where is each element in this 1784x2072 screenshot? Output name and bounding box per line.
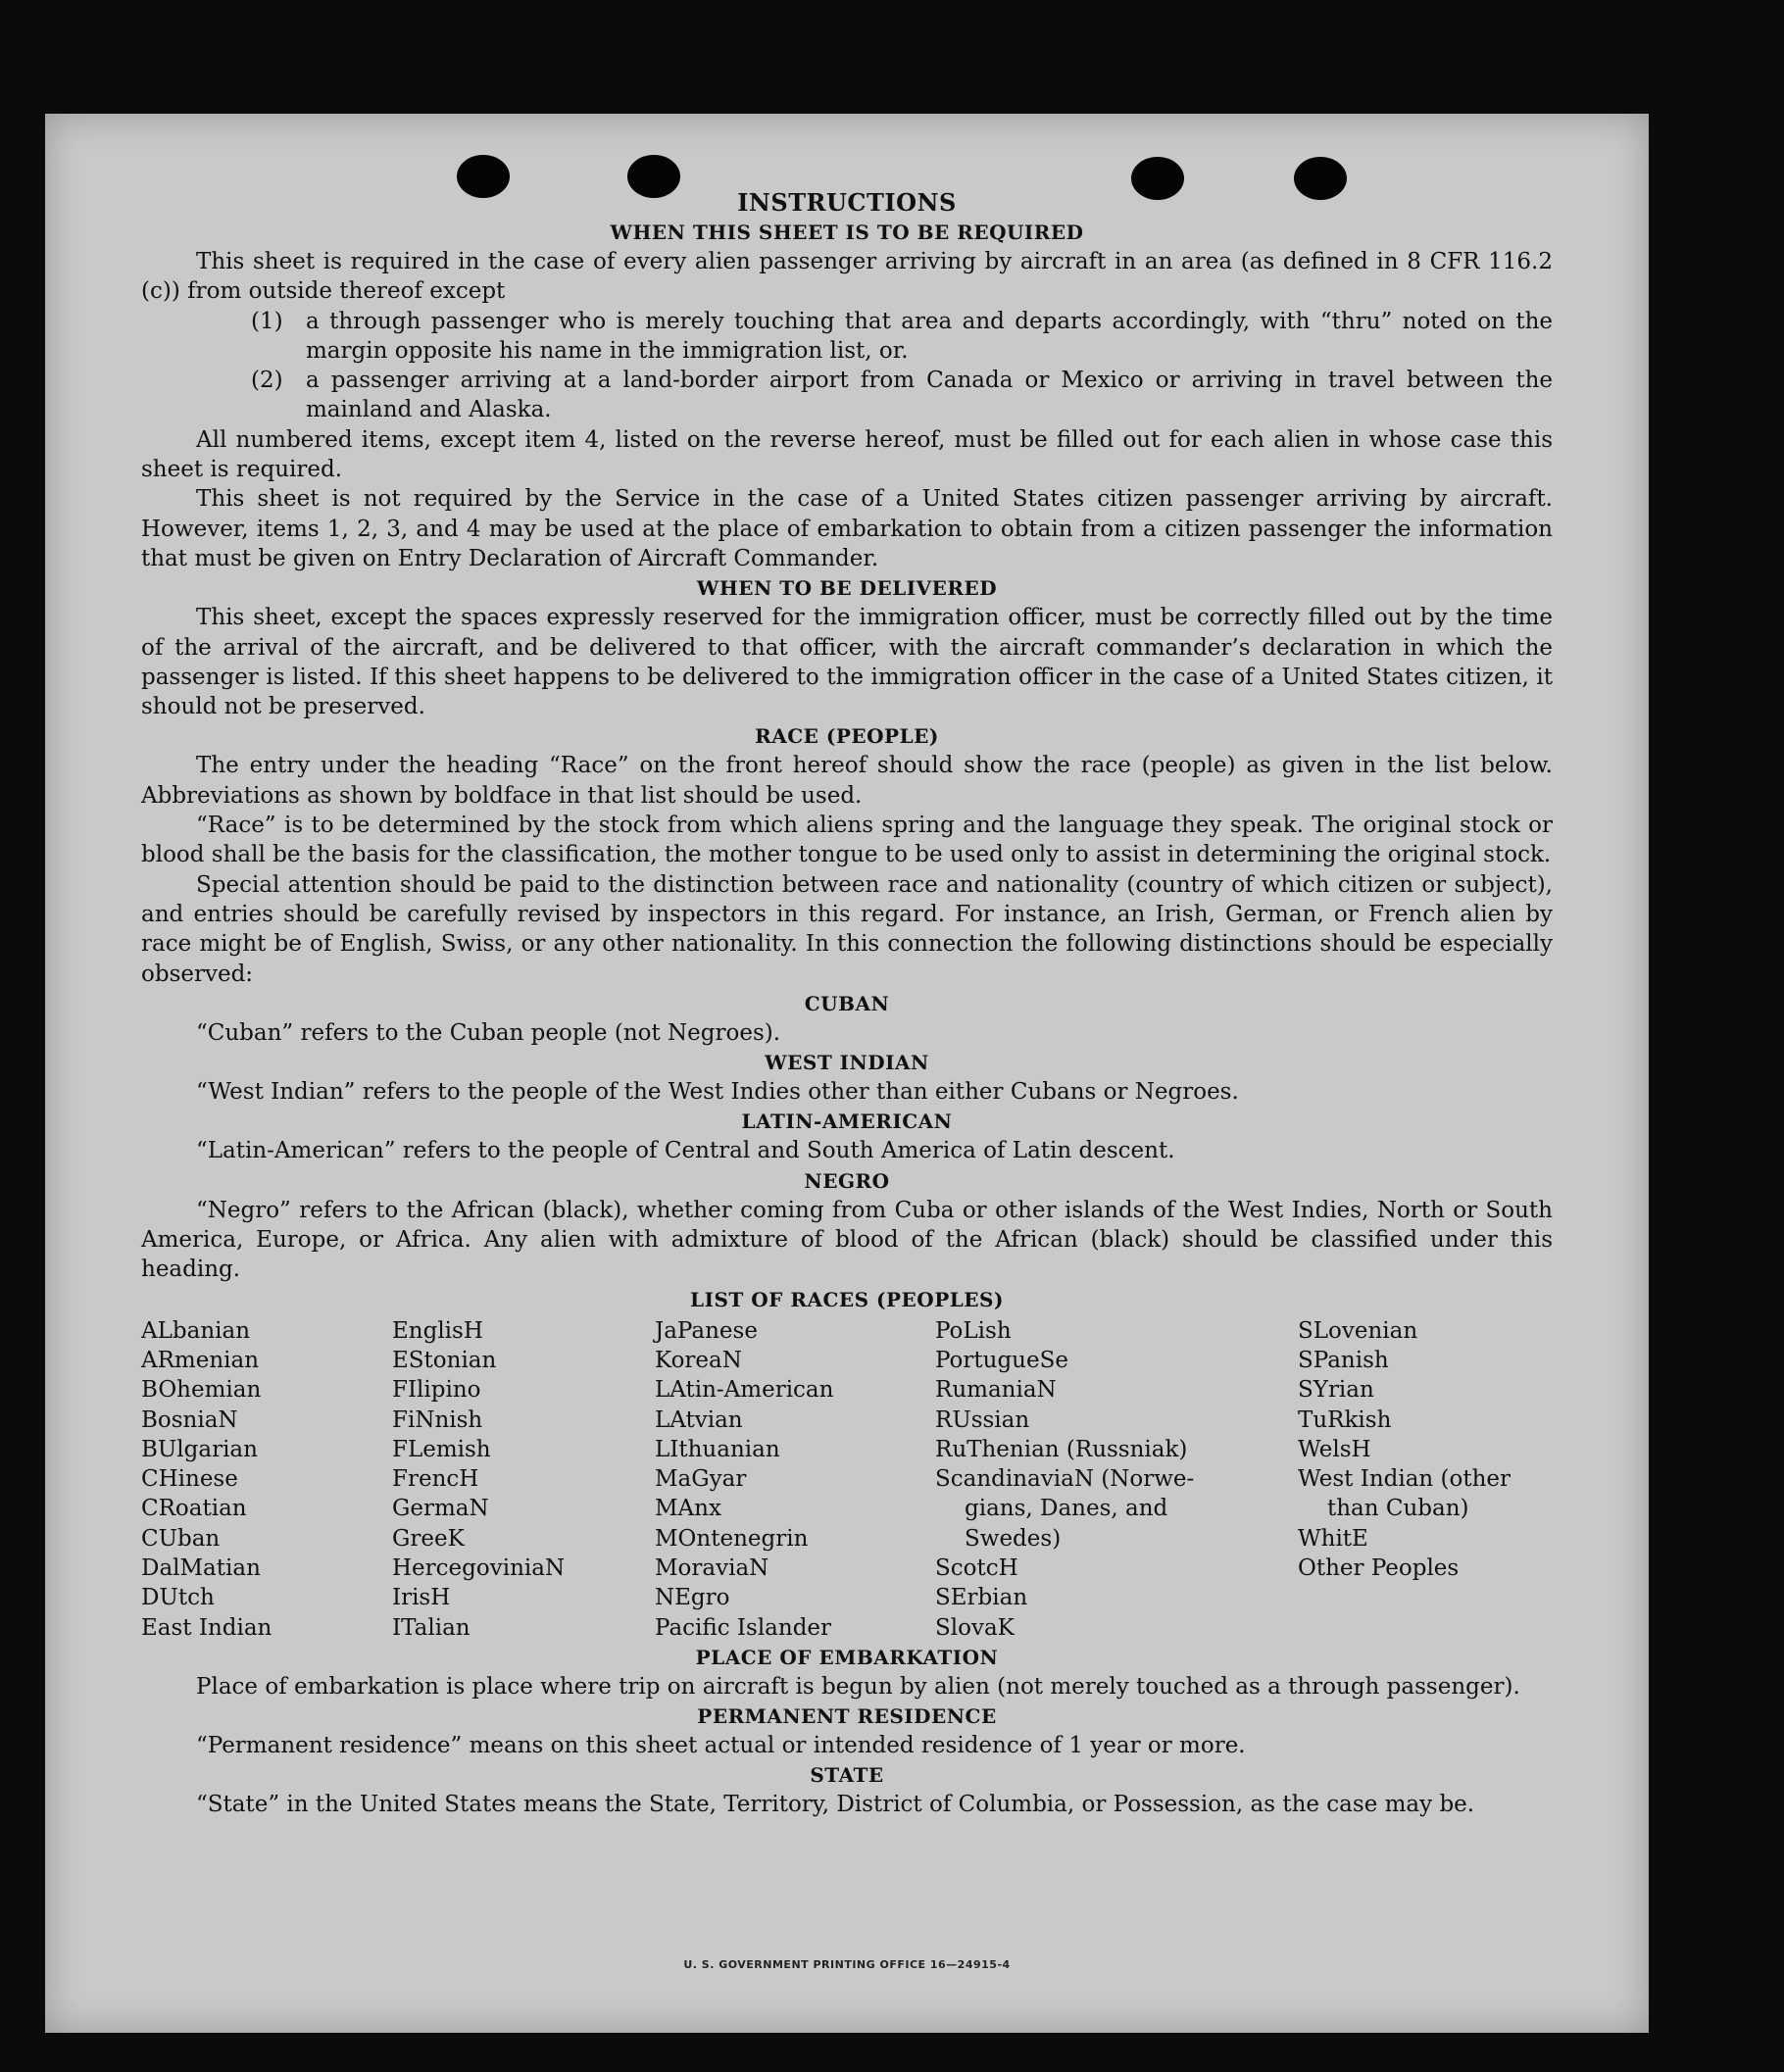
race-item: FIlipino [392, 1377, 481, 1404]
paragraph: “West Indian” refers to the people of the West Indies other than either Cubans or Negroes. [196, 1079, 1239, 1106]
race-item: Pacific Islander [655, 1614, 832, 1641]
section-heading-list-of-races: LIST OF RACES (PEOPLES) [690, 1287, 1004, 1311]
race-item-continued: than Cuban) [1327, 1496, 1469, 1522]
race-item: RuThenian (Russniak) [935, 1436, 1188, 1462]
race-item: GreeK [392, 1525, 465, 1552]
race-item: HercegoviniaN [392, 1554, 566, 1581]
race-item: CUban [141, 1525, 221, 1552]
race-item: GermaN [392, 1496, 489, 1522]
race-item: MoraviaN [655, 1554, 769, 1581]
race-item: RumaniaN [935, 1377, 1057, 1404]
race-item: LAtvian [655, 1406, 743, 1433]
race-item: WelsH [1298, 1436, 1371, 1462]
paragraph: The entry under the heading “Race” on the front hereof should show the race (people) as given in the list below. Abbreviations as shown by boldface in that list should be used. [141, 753, 1553, 809]
race-item: TuRkish [1298, 1406, 1392, 1433]
race-item: EnglisH [392, 1317, 483, 1344]
race-item: RUssian [935, 1406, 1030, 1433]
race-item: CHinese [141, 1466, 238, 1493]
item-text: a passenger arriving at a land-border airport from Canada or Mexico or arriving in travel between the mainland and Alaska. [306, 368, 1553, 423]
race-item: ALbanian [141, 1317, 251, 1344]
race-item: IrisH [392, 1585, 451, 1611]
race-item: SErbian [935, 1585, 1028, 1611]
paragraph: “Cuban” refers to the Cuban people (not Negroes). [196, 1019, 781, 1046]
race-item: ScotcH [935, 1554, 1018, 1581]
document-title: INSTRUCTIONS [737, 188, 957, 217]
instructions-content [141, 188, 1553, 1820]
race-item: SlovaK [935, 1614, 1015, 1641]
race-item: DUtch [141, 1585, 215, 1611]
race-item: Other Peoples [1298, 1554, 1460, 1581]
paragraph: Special attention should be paid to the distinction between race and nationality (country of which citizen or subject), and entries should be carefully revised by inspectors in this regard. For instance, an Irish, German, or French alien by race might be of English, Swiss, or any other nationality. In this connection the following distinctions should be especially observed: [141, 871, 1553, 987]
section-heading-when-required: WHEN THIS SHEET IS TO BE REQUIRED [610, 221, 1084, 244]
race-item: SLovenian [1298, 1317, 1418, 1344]
paragraph: Place of embarkation is place where trip on aircraft is begun by alien (not merely touched as a through passenger). [196, 1673, 1520, 1700]
paragraph: This sheet is not required by the Service in the case of a United States citizen passenger arriving by aircraft. However, items 1, 2, 3, and 4 may be used at the place of embarkation to obtain from a citizen passenger the information that must be given on Entry Declaration of Aircraft Commander. [141, 486, 1553, 571]
paragraph: This sheet, except the spaces expressly reserved for the immigration officer, must be correctly filled out by the time of the arrival of the aircraft, and be delivered to that officer, with the aircraft commander’s declaration in which the passenger is listed. If this sheet happens to be delivered to the immigration officer in the case of a United States citizen, it should not be preserved. [141, 605, 1553, 720]
races-column [1298, 1316, 1553, 1643]
race-item: ITalian [392, 1614, 471, 1641]
race-item: EStonian [392, 1347, 497, 1373]
list-item [141, 307, 1553, 367]
item-number: (2) [251, 368, 283, 394]
race-item: MaGyar [655, 1466, 747, 1493]
race-item: LIthuanian [655, 1436, 780, 1462]
race-item: FiNnish [392, 1406, 483, 1433]
document-sheet [45, 114, 1649, 2033]
race-item: East Indian [141, 1614, 273, 1641]
section-heading-when-delivered: WHEN TO BE DELIVERED [696, 576, 998, 601]
race-item: ARmenian [141, 1347, 260, 1373]
races-column [392, 1316, 655, 1643]
paragraph: “Negro” refers to the African (black), whether coming from Cuba or other islands of the West Indies, North or South America, Europe, or Africa. Any alien with admixture of blood of the African (black) should be classified under this heading. [141, 1197, 1553, 1283]
race-item: SPanish [1298, 1347, 1389, 1373]
race-item: CRoatian [141, 1496, 247, 1522]
list-item [141, 366, 1553, 425]
race-item: JaPanese [655, 1317, 758, 1344]
race-item: PortugueSe [935, 1347, 1068, 1373]
race-item: PoLish [935, 1317, 1012, 1344]
race-item: NEgro [655, 1585, 730, 1611]
race-item: West Indian (other [1298, 1466, 1511, 1493]
race-item: SYrian [1298, 1377, 1374, 1404]
section-heading-residence: PERMANENT RESIDENCE [697, 1704, 997, 1729]
race-item: FLemish [392, 1436, 491, 1462]
paragraph: “Permanent residence” means on this sheet actual or intended residence of 1 year or more. [196, 1733, 1246, 1759]
race-item: BOhemian [141, 1377, 262, 1404]
section-heading-state: STATE [810, 1763, 884, 1788]
race-item: FrencH [392, 1466, 479, 1493]
race-item: BosniaN [141, 1406, 238, 1433]
races-column [935, 1316, 1298, 1643]
race-item: KoreaN [655, 1347, 742, 1373]
race-item: LAtin-American [655, 1377, 834, 1404]
race-item-continued: gians, Danes, and [965, 1496, 1168, 1522]
section-heading-west-indian: WEST INDIAN [765, 1051, 929, 1075]
race-item: BUlgarian [141, 1436, 258, 1462]
race-item: WhitE [1298, 1525, 1368, 1552]
item-text: a through passenger who is merely touching that area and departs accordingly, with “thru” noted on the margin opposite his name in the immigration list, or. [306, 308, 1553, 364]
race-item-continued: Swedes) [965, 1525, 1062, 1552]
item-number: (1) [251, 308, 283, 334]
section-heading-embarkation: PLACE OF EMBARKATION [695, 1645, 999, 1669]
section-heading-negro: NEGRO [804, 1168, 890, 1193]
section-heading-latin-american: LATIN-AMERICAN [741, 1110, 953, 1134]
paragraph: All numbered items, except item 4, listed on the reverse hereof, must be filled out for each alien in whose case this sheet is required. [141, 426, 1553, 483]
race-item: MOntenegrin [655, 1525, 809, 1552]
printing-office-footer: U. S. GOVERNMENT PRINTING OFFICE 16—24915-4 [683, 1958, 1011, 1971]
races-list [141, 1316, 1553, 1643]
section-heading-cuban: CUBAN [804, 991, 890, 1015]
section-heading-race: RACE (PEOPLE) [755, 724, 939, 749]
race-item: ScandinaviaN (Norwe- [935, 1466, 1195, 1493]
paragraph: “Race” is to be determined by the stock from which aliens spring and the language they speak. The original stock or blood shall be the basis for the classification, the mother tongue to be used only to assist in determining the original stock. [141, 813, 1553, 868]
races-column [655, 1316, 935, 1643]
race-item: DalMatian [141, 1554, 261, 1581]
paragraph: This sheet is required in the case of every alien passenger arriving by aircraft in an area (as defined in 8 CFR 116.2 (c)) from outside thereof except [141, 249, 1553, 305]
paragraph: “State” in the United States means the State, Territory, District of Columbia, or Possession, as the case may be. [196, 1792, 1475, 1818]
races-column [141, 1316, 392, 1643]
race-item: MAnx [655, 1496, 721, 1522]
paragraph: “Latin-American” refers to the people of Central and South America of Latin descent. [196, 1138, 1175, 1164]
